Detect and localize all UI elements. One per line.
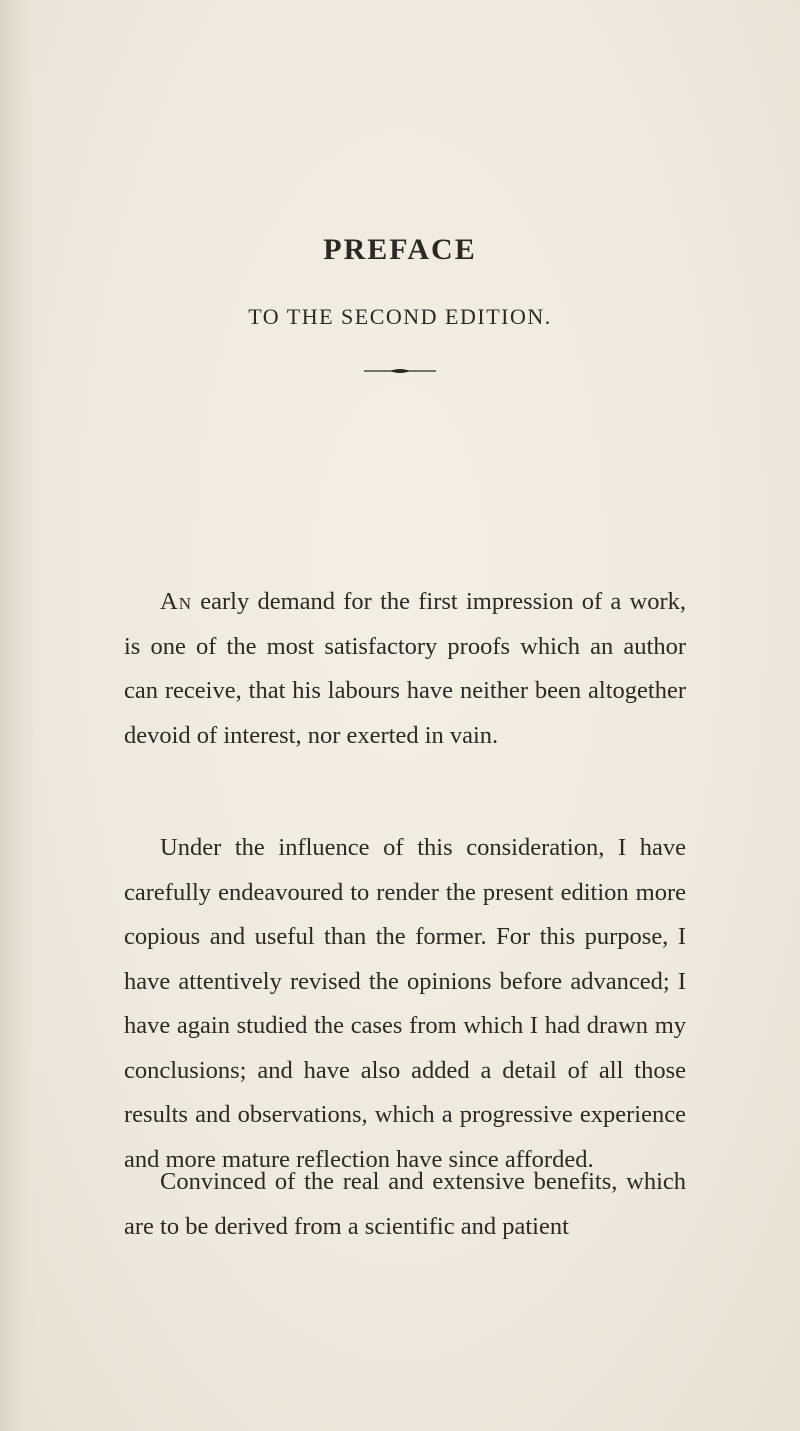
paragraph-1-lead: An bbox=[160, 588, 192, 615]
page-subtitle: TO THE SECOND EDITION. bbox=[248, 304, 552, 329]
rule-ornament-icon bbox=[364, 366, 436, 376]
page-gutter-shadow bbox=[0, 0, 38, 1431]
paragraph-1-text: early demand for the first impression of a work, is one of the most satisfactory proofs which an author can receive, that his labours have neither been altogether devoid of interest, nor exerted in vain. bbox=[124, 588, 686, 749]
paragraph-2: Under the influence of this consideration, I have carefully endeavoured to render the present edition more copious and useful than the former. For this purpose, I have attentively revised the opinions before advanced; I have again studied the cases from which I had drawn my conclusions; and have also added a detail of all those results and observations, which a progressive experience and more mature reflection have since afforded. bbox=[124, 834, 686, 1173]
paragraph-1 bbox=[124, 580, 686, 758]
page-title: PREFACE bbox=[323, 233, 477, 266]
paragraph-3: Convinced of the real and extensive benefits, which are to be derived from a scientific and patient bbox=[124, 1168, 686, 1240]
